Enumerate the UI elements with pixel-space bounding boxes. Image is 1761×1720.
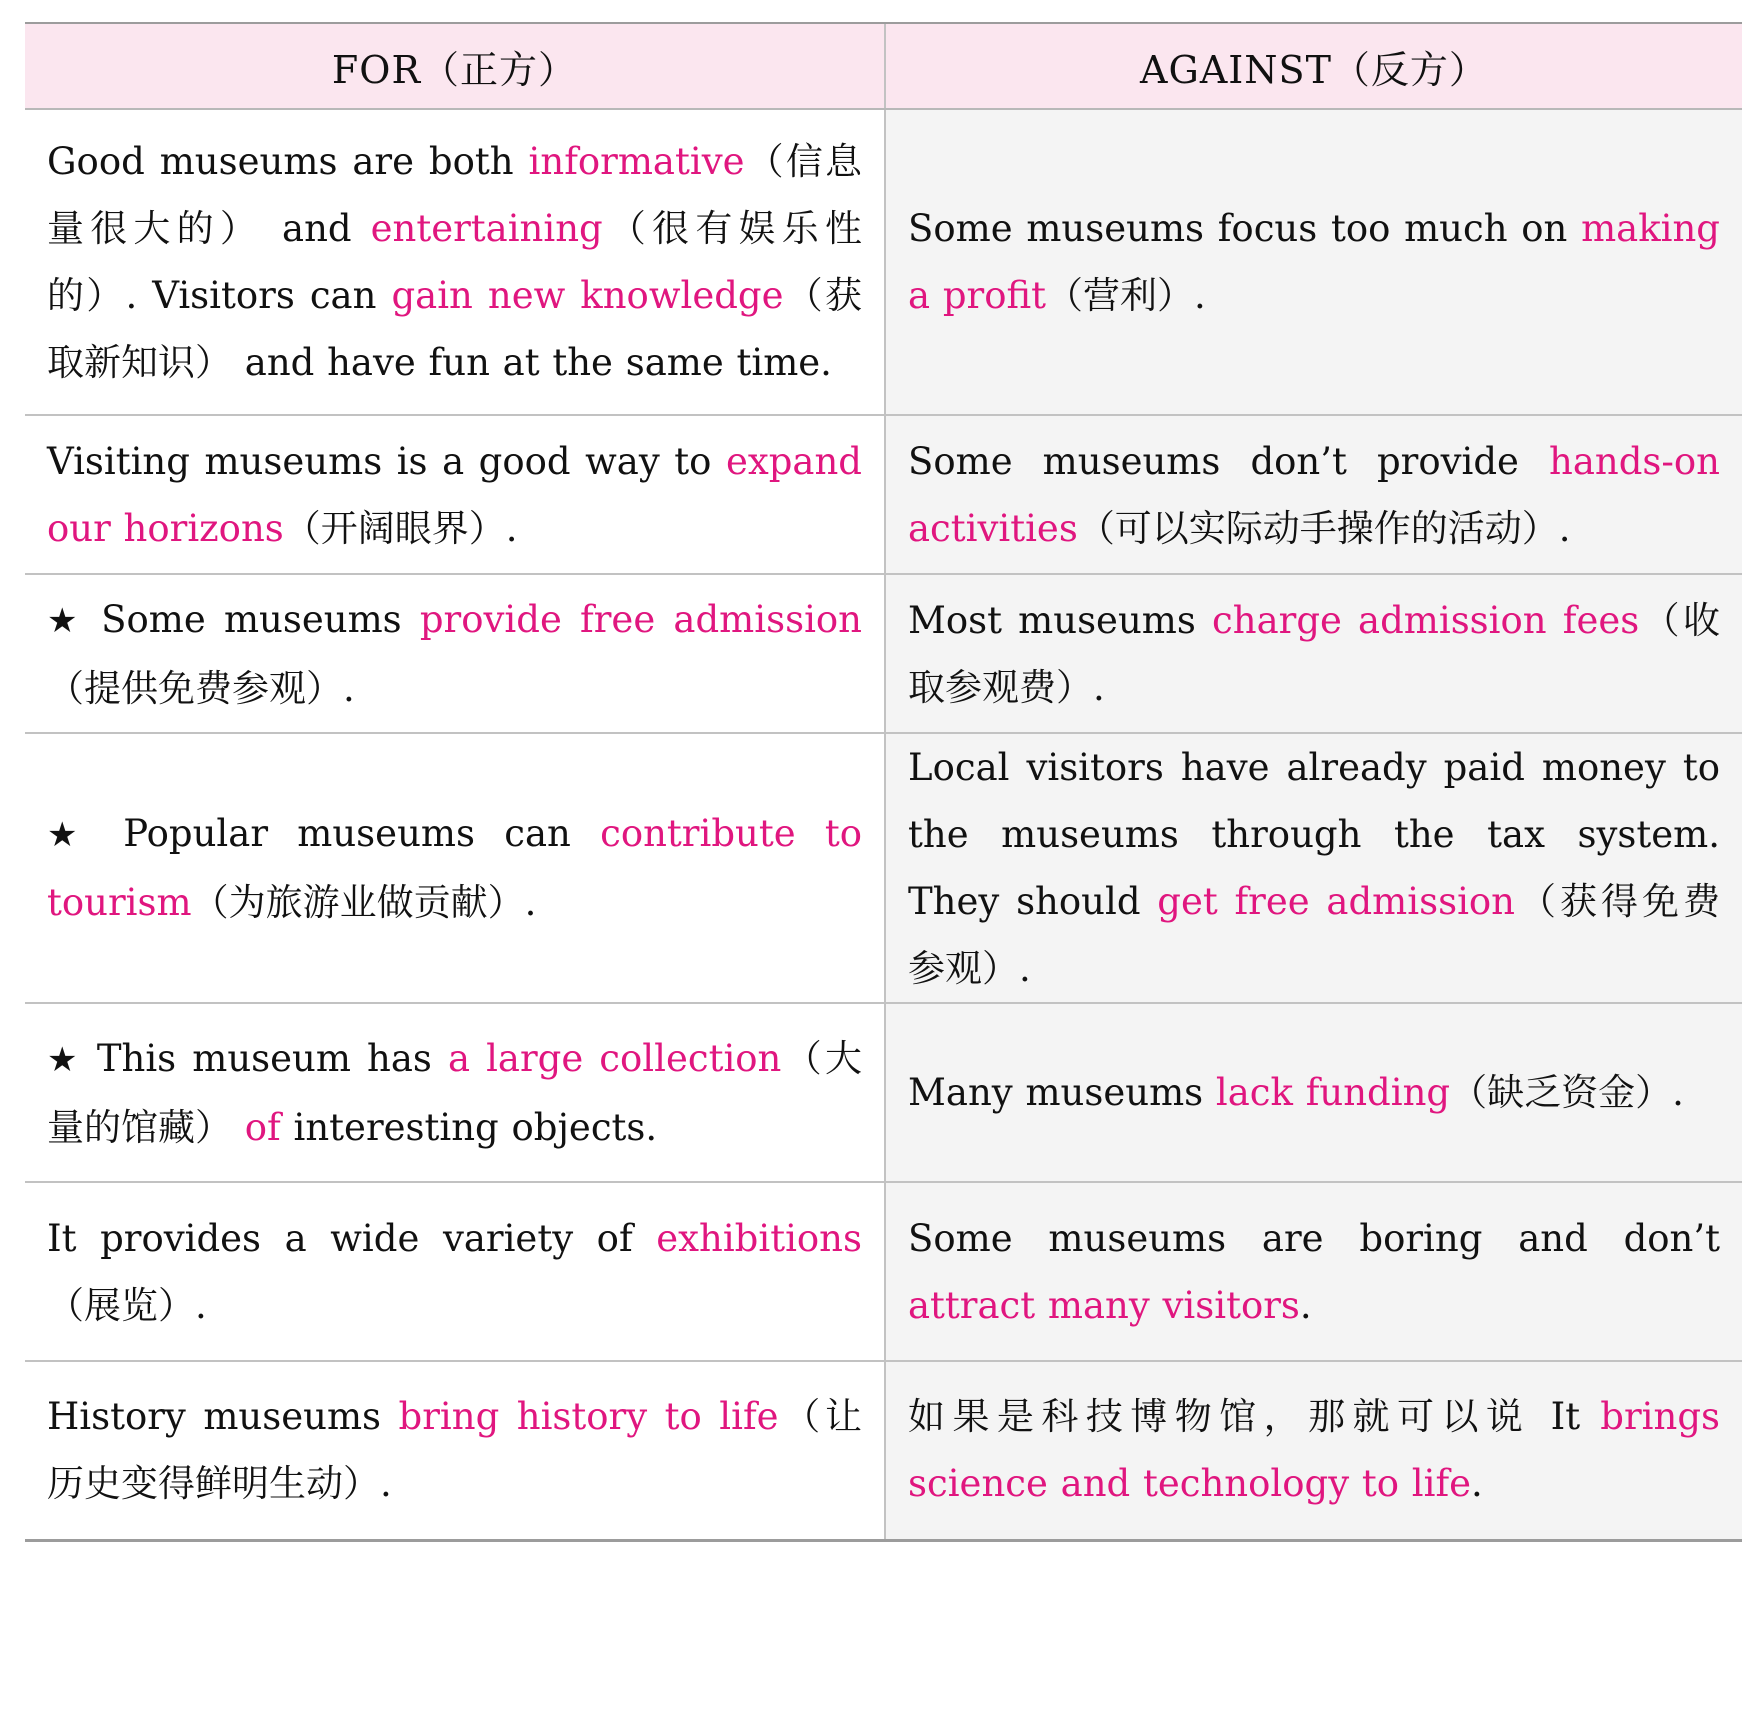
table-row <box>25 109 1742 415</box>
highlighted-phrase: gain new knowledge <box>391 274 784 317</box>
for-cell <box>25 1182 885 1361</box>
text-segment: （让历史变得鲜明生动）. <box>47 1395 863 1506</box>
against-cell <box>885 733 1742 1003</box>
table-row <box>25 415 1742 574</box>
text-segment: （获取新知识） and have fun at the same time. <box>47 274 863 384</box>
text-segment: （可以实际动手操作的活动）. <box>1077 506 1571 550</box>
text-segment: （获得免费参观）. <box>908 880 1721 990</box>
text-segment: （收取参观费）. <box>908 598 1720 709</box>
header-for: FOR（正方） <box>25 23 885 109</box>
highlighted-phrase: exhibitions <box>656 1216 862 1260</box>
text-segment: （展览）. <box>47 1283 207 1327</box>
header-against: AGAINST（反方） <box>885 23 1742 109</box>
highlighted-phrase: expand our horizons <box>47 439 862 550</box>
debate-table-wrapper <box>25 22 1742 1542</box>
text-segment: History museums <box>47 1395 399 1439</box>
text-segment: Good museums are both <box>47 140 529 183</box>
text-segment: （为旅游业做贡献）. <box>191 881 537 924</box>
star-icon: ★ <box>47 600 83 641</box>
for-cell <box>25 1003 885 1182</box>
text-segment: interesting objects. <box>280 1105 658 1149</box>
text-segment: This museum has <box>80 1036 448 1080</box>
table-row <box>25 733 1742 1003</box>
text-segment: （很有娱乐性的）. Visitors can <box>47 207 862 317</box>
highlighted-phrase: entertaining <box>370 207 603 250</box>
text-segment: Local visitors have already paid money to the museums through the tax system. They should <box>908 746 1720 923</box>
against-cell <box>885 1361 1742 1540</box>
table-row <box>25 1182 1742 1361</box>
text-segment: Some museums are boring and don’t <box>908 1216 1720 1260</box>
highlighted-phrase: making a profit <box>908 207 1720 317</box>
for-cell <box>25 415 885 574</box>
text-segment: Some museums don’t provide <box>908 439 1549 483</box>
text-segment: Visiting museums is a good way to <box>47 439 726 483</box>
for-cell <box>25 733 885 1003</box>
for-cell <box>25 109 885 415</box>
highlighted-phrase: get free admission <box>1157 880 1516 923</box>
table-row <box>25 1003 1742 1182</box>
highlighted-phrase: provide free admission <box>419 597 863 641</box>
highlighted-phrase: a large collection <box>447 1036 782 1080</box>
highlighted-phrase: of <box>244 1105 281 1149</box>
against-cell <box>885 109 1742 415</box>
highlighted-phrase: hands-on activities <box>908 439 1720 550</box>
highlighted-phrase: brings science and technology to life <box>908 1395 1720 1506</box>
debate-table <box>25 22 1742 1542</box>
text-segment: （信息量很大的） and <box>47 140 863 250</box>
text-segment: Some museums focus too much on <box>908 207 1582 250</box>
highlighted-phrase: informative <box>528 140 745 183</box>
table-row <box>25 574 1742 733</box>
text-segment: （开阔眼界）. <box>283 506 518 550</box>
highlighted-phrase: attract many visitors <box>908 1283 1300 1327</box>
text-segment: （提供免费参观）. <box>47 666 355 710</box>
for-cell <box>25 574 885 733</box>
text-segment: It provides a wide variety of <box>47 1216 657 1260</box>
table-row <box>25 1361 1742 1540</box>
header-row <box>25 23 1742 109</box>
against-cell <box>885 415 1742 574</box>
for-cell <box>25 1361 885 1540</box>
text-segment: Many museums <box>908 1071 1216 1114</box>
highlighted-phrase: contribute to tourism <box>47 812 863 924</box>
star-icon: ★ <box>47 1039 81 1080</box>
text-segment: （营利）. <box>1046 274 1206 317</box>
highlighted-phrase: charge admission fees <box>1212 598 1640 642</box>
text-segment: Most museums <box>908 598 1213 642</box>
text-segment: Popular museums can <box>93 812 601 855</box>
star-icon: ★ <box>47 815 94 855</box>
highlighted-phrase: bring history to life <box>398 1395 779 1439</box>
text-segment: . <box>1471 1462 1483 1506</box>
text-segment: （大量的馆藏） <box>47 1036 862 1149</box>
against-cell <box>885 574 1742 733</box>
against-cell <box>885 1003 1742 1182</box>
text-segment: Some museums <box>82 597 420 641</box>
text-segment: （缺乏资金）. <box>1450 1071 1684 1114</box>
text-segment: . <box>1299 1283 1312 1327</box>
text-segment: 如果是科技博物馆，那就可以说 It <box>908 1395 1601 1439</box>
highlighted-phrase: lack funding <box>1215 1071 1451 1114</box>
against-cell <box>885 1182 1742 1361</box>
